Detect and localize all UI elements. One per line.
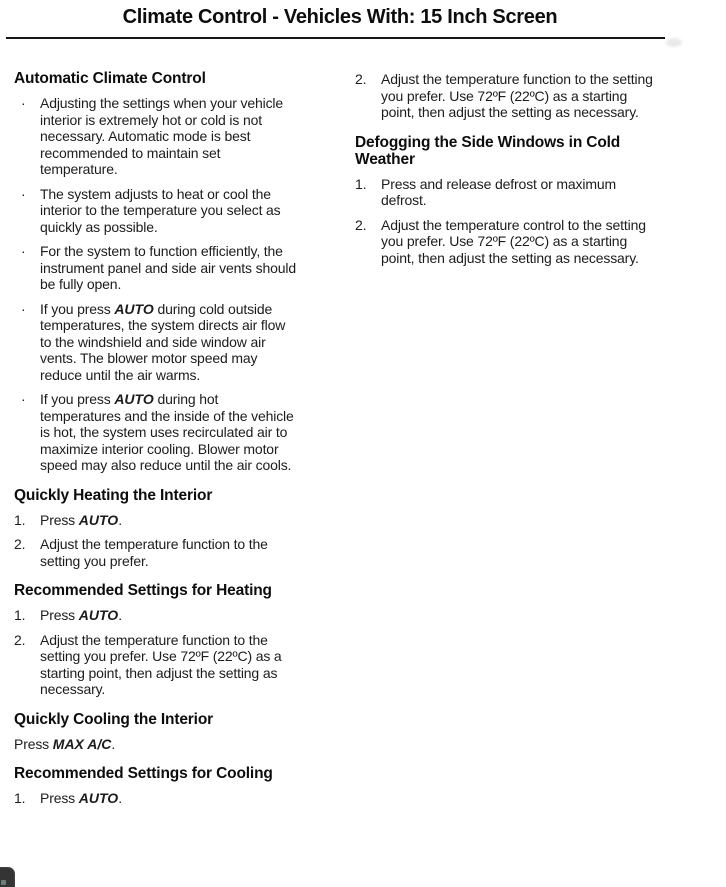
- text-segment: .: [118, 511, 122, 528]
- text-segment: Press: [40, 607, 79, 623]
- text-segment: Adjusting the settings when your vehicle interior is extremely hot or cold is not necessary. Automatic mode is best recommended to maintain set temperature.: [40, 95, 284, 177]
- list-item: [14, 243, 298, 293]
- emphasis-text: AUTO: [114, 300, 154, 317]
- text-segment: Adjust the temperature function to the setting you prefer. Use 72ºF (22ºC) as a starting point, then adjust the setting as necessary.: [381, 71, 653, 120]
- list-item-text: [40, 632, 298, 698]
- text-segment: If you press: [40, 391, 115, 407]
- list-item-text: [381, 217, 657, 267]
- text-segment: .: [118, 790, 122, 806]
- section-heading: Recommended Settings for Cooling: [14, 765, 273, 782]
- paragraph: [14, 736, 298, 753]
- numbered-list: [14, 790, 298, 807]
- number-marker: 2.: [355, 216, 367, 233]
- list-item: [355, 71, 657, 121]
- numbered-list: [355, 71, 657, 121]
- text-segment: Press and release defrost or maximum defrost.: [381, 175, 617, 208]
- number-marker: 2.: [14, 536, 26, 552]
- text-segment: .: [111, 735, 116, 752]
- list-item: [355, 176, 657, 209]
- numbered-list: [355, 176, 657, 267]
- list-item-text: [40, 607, 298, 624]
- list-item: [14, 607, 298, 624]
- list-item: [14, 536, 298, 569]
- right-column: [355, 63, 657, 274]
- number-marker: 1.: [14, 607, 26, 623]
- bullet-marker: ·: [21, 95, 26, 111]
- text-segment: For the system to function efficiently, the instrument panel and side air vents should be fully open.: [40, 243, 296, 292]
- numbered-list: [14, 607, 298, 698]
- list-item: [14, 391, 298, 474]
- list-item: [14, 512, 298, 529]
- text-segment: Press: [40, 790, 79, 806]
- bullet-list: [14, 95, 298, 474]
- text-segment: Adjust the temperature function to the setting you prefer.: [40, 536, 268, 569]
- section-heading: Automatic Climate Control: [14, 70, 206, 87]
- bullet-marker: ·: [21, 185, 26, 202]
- list-item-text: [40, 391, 298, 474]
- text-segment: Adjust the temperature function to the setting you prefer. Use 72ºF (22ºC) as a starting point, then adjust the setting as necessary.: [40, 631, 282, 697]
- corner-overlay-tab[interactable]: [0, 867, 15, 887]
- number-marker: 1.: [14, 790, 26, 806]
- left-column: [14, 63, 298, 815]
- text-segment: If you press: [40, 300, 115, 317]
- title-divider-rule: [6, 37, 665, 39]
- list-item: [14, 186, 298, 236]
- text-segment: Press: [14, 735, 53, 752]
- number-marker: 1.: [14, 511, 26, 528]
- list-item: [14, 95, 298, 178]
- section-heading: Quickly Heating the Interior: [14, 486, 213, 504]
- text-segment: during cold outside temperatures, the system directs air flow to the windshield and side window air vents. The blower motor speed may reduce until the air warms.: [40, 300, 286, 383]
- emphasis-text: AUTO: [78, 607, 119, 623]
- section-heading: Quickly Cooling the Interior: [14, 710, 214, 728]
- emphasis-text: AUTO: [78, 511, 119, 528]
- list-item-text: [40, 186, 298, 236]
- list-item-text: [381, 176, 657, 209]
- list-item-text: [40, 243, 298, 293]
- text-segment: .: [118, 607, 122, 623]
- list-item: [14, 632, 298, 698]
- text-segment: Press: [40, 511, 79, 528]
- text-segment: during hot temperatures and the inside of the vehicle is hot, the system uses recirculated air to maximize interior cooling. Blower motor speed may also reduce until the air cools.: [40, 391, 294, 473]
- emphasis-text: AUTO: [114, 391, 154, 407]
- text-segment: Adjust the temperature control to the setting you prefer. Use 72ºF (22ºC) as a starting point, then adjust the setting as necessary.: [381, 216, 646, 266]
- page-title: Climate Control - Vehicles With: 15 Inch Screen: [122, 6, 558, 28]
- number-marker: 1.: [355, 175, 367, 192]
- list-item: [355, 217, 657, 267]
- list-item-text: [40, 536, 298, 569]
- list-item-text: [40, 512, 298, 529]
- list-item-text: [40, 790, 298, 807]
- list-item-text: [40, 301, 298, 384]
- section-heading: Defogging the Side Windows in Cold Weather: [355, 133, 621, 168]
- smudge-artifact: [666, 38, 682, 47]
- bullet-marker: ·: [21, 300, 26, 317]
- bullet-marker: ·: [21, 243, 26, 259]
- list-item: [14, 790, 298, 807]
- numbered-list: [14, 512, 298, 570]
- title-band: [0, 5, 680, 29]
- text-segment: The system adjusts to heat or cool the interior to the temperature you select as quickly as possible.: [40, 185, 281, 235]
- list-item-text: [40, 95, 298, 178]
- number-marker: 2.: [355, 71, 367, 87]
- list-item: [14, 301, 298, 384]
- section-heading: Recommended Settings for Heating: [14, 582, 272, 599]
- emphasis-text: AUTO: [78, 790, 119, 806]
- emphasis-text: MAX A/C: [52, 735, 112, 752]
- number-marker: 2.: [14, 631, 26, 648]
- bullet-marker: ·: [21, 391, 26, 407]
- list-item-text: [381, 71, 657, 121]
